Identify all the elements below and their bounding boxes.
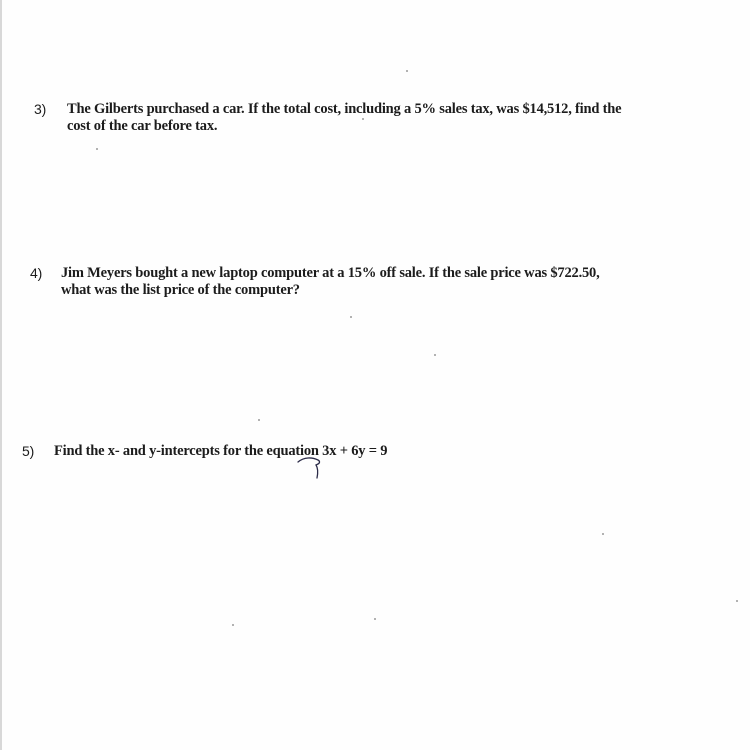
paper-speck (434, 354, 436, 356)
problem-5 (22, 443, 387, 460)
handwritten-mark (296, 456, 326, 480)
paper-speck (374, 618, 376, 620)
paper-speck (350, 316, 352, 318)
problem-number: 4) (30, 265, 43, 281)
paper-speck (362, 118, 364, 120)
problem-4 (30, 265, 600, 299)
problem-number: 5) (22, 443, 35, 459)
paper-speck (602, 533, 604, 535)
problem-text-line: The Gilberts purchased a car. If the total cost, including a 5% sales tax, was $14,512, find the (67, 101, 622, 117)
problem-text-line: Jim Meyers bought a new laptop computer at a 15% off sale. If the sale price was $722.50, (61, 265, 600, 281)
paper-speck (232, 624, 234, 626)
problem-number: 3) (34, 101, 47, 117)
page-edge (0, 0, 2, 750)
problem-3 (34, 101, 621, 135)
problem-text-line: Find the x- and y-intercepts for the equation 3x + 6y = 9 (54, 443, 388, 459)
paper-speck (736, 600, 738, 602)
paper-speck (258, 419, 260, 421)
problem-text-line: cost of the car before tax. (67, 118, 218, 134)
paper-speck (96, 148, 98, 150)
problem-text-line: what was the list price of the computer? (61, 282, 300, 298)
paper-speck (406, 70, 408, 72)
